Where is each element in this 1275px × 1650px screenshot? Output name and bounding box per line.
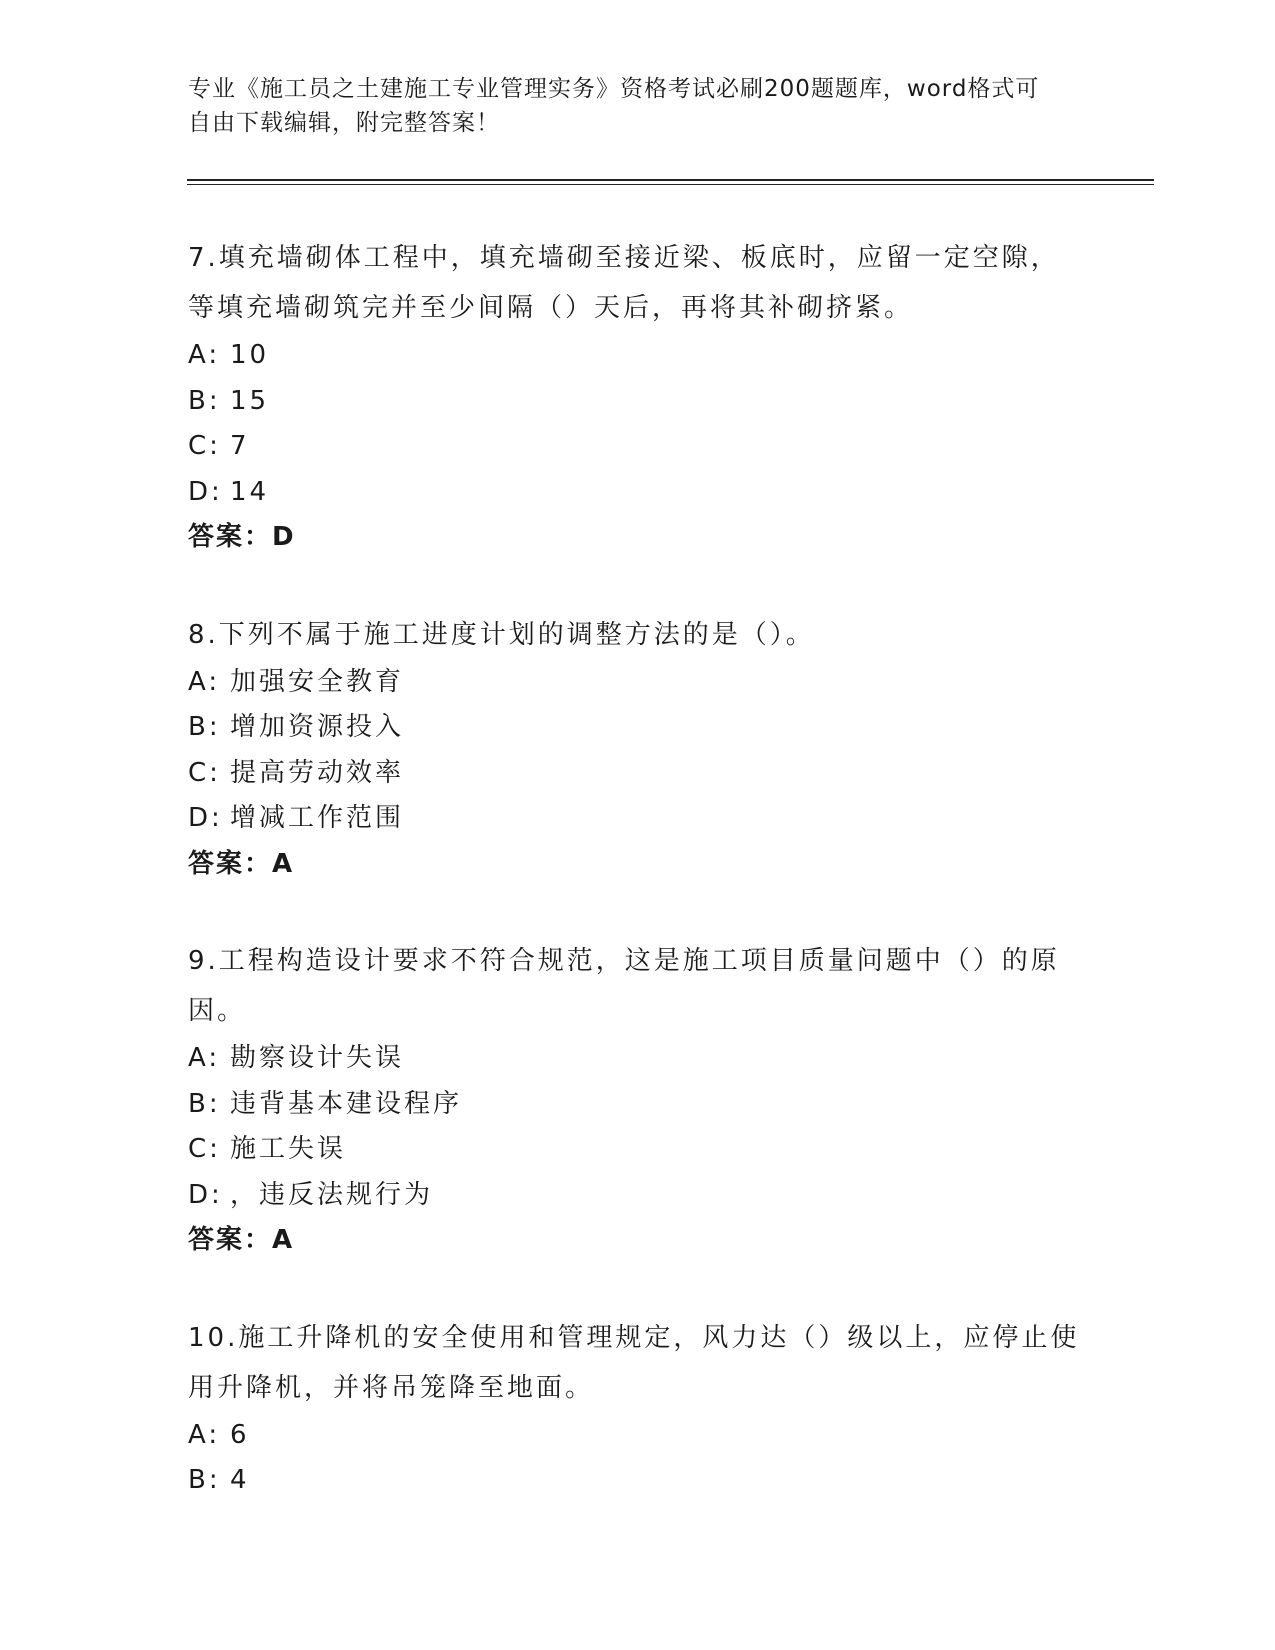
option-text: 提高劳动效率 <box>230 757 405 788</box>
header-divider-thin <box>187 184 1154 185</box>
option-text: ，违反法规行为 <box>230 1179 434 1210</box>
option-key: A: <box>188 666 221 697</box>
question-stem-line: 因。 <box>188 996 247 1026</box>
option-key: A: <box>188 1043 221 1073</box>
option-b <box>188 379 1088 425</box>
option-text: 7 <box>230 431 250 461</box>
option-a <box>188 1413 1088 1459</box>
option-text: 15 <box>230 385 270 416</box>
option-key: C: <box>188 757 221 788</box>
option-key: D: <box>188 476 223 507</box>
option-c <box>188 424 1088 470</box>
option-a <box>188 1036 1088 1082</box>
option-b <box>188 1082 1088 1128</box>
question-9 <box>188 936 1088 1264</box>
option-text: 增减工作范围 <box>230 803 405 833</box>
option-key: B: <box>188 712 221 742</box>
option-text: 加强安全教育 <box>230 666 405 697</box>
question-stem-line: 9.工程构造设计要求不符合规范，这是施工项目质量问题中（）的原 <box>188 946 1060 976</box>
option-d <box>188 1173 1088 1219</box>
option-key: B: <box>188 1088 221 1119</box>
option-c <box>188 1127 1088 1173</box>
option-key: A: <box>188 340 221 370</box>
option-d <box>188 796 1088 842</box>
document-header <box>188 72 1088 140</box>
option-b <box>188 705 1088 751</box>
header-line-2: 自由下载编辑，附完整答案！ <box>188 110 500 136</box>
answer-line: 答案：D <box>188 522 296 552</box>
question-stem-line: 10.施工升降机的安全使用和管理规定，风力达（）级以上，应停止使 <box>188 1322 1080 1353</box>
option-text: 6 <box>230 1419 250 1450</box>
option-b <box>188 1458 1088 1504</box>
option-key: C: <box>188 1134 221 1164</box>
header-divider-thick <box>187 179 1154 181</box>
option-text: 违背基本建设程序 <box>230 1088 463 1119</box>
question-stem-line: 用升降机，并将吊笼降至地面。 <box>188 1372 595 1403</box>
option-c <box>188 751 1088 797</box>
option-key: B: <box>188 1465 221 1495</box>
option-d <box>188 470 1088 516</box>
answer-line: 答案：A <box>188 848 295 879</box>
question-stem-line: 等填充墙砌筑完并至少间隔（）天后，再将其补砌挤紧。 <box>188 293 914 323</box>
option-key: B: <box>188 385 221 416</box>
option-text: 施工失误 <box>230 1134 347 1164</box>
question-10 <box>188 1313 1088 1504</box>
question-7 <box>188 233 1088 561</box>
header-line-1: 专业《施工员之土建施工专业管理实务》资格考试必刷200题题库，word格式可 <box>188 76 1040 102</box>
question-list <box>188 233 1088 1504</box>
answer-line: 答案：A <box>188 1225 295 1255</box>
option-key: A: <box>188 1419 221 1450</box>
option-text: 14 <box>230 476 270 507</box>
option-a <box>188 660 1088 706</box>
option-key: C: <box>188 431 221 461</box>
option-key: D: <box>188 1179 223 1210</box>
option-text: 10 <box>230 340 270 370</box>
option-text: 增加资源投入 <box>230 712 405 742</box>
option-a <box>188 333 1088 379</box>
option-key: D: <box>188 803 223 833</box>
option-text: 4 <box>230 1465 250 1495</box>
question-8 <box>188 610 1088 888</box>
option-text: 勘察设计失误 <box>230 1043 405 1073</box>
question-stem-line: 7.填充墙砌体工程中，填充墙砌至接近梁、板底时，应留一定空隙， <box>188 243 1060 273</box>
question-stem-line: 8.下列不属于施工进度计划的调整方法的是（）。 <box>188 619 815 650</box>
